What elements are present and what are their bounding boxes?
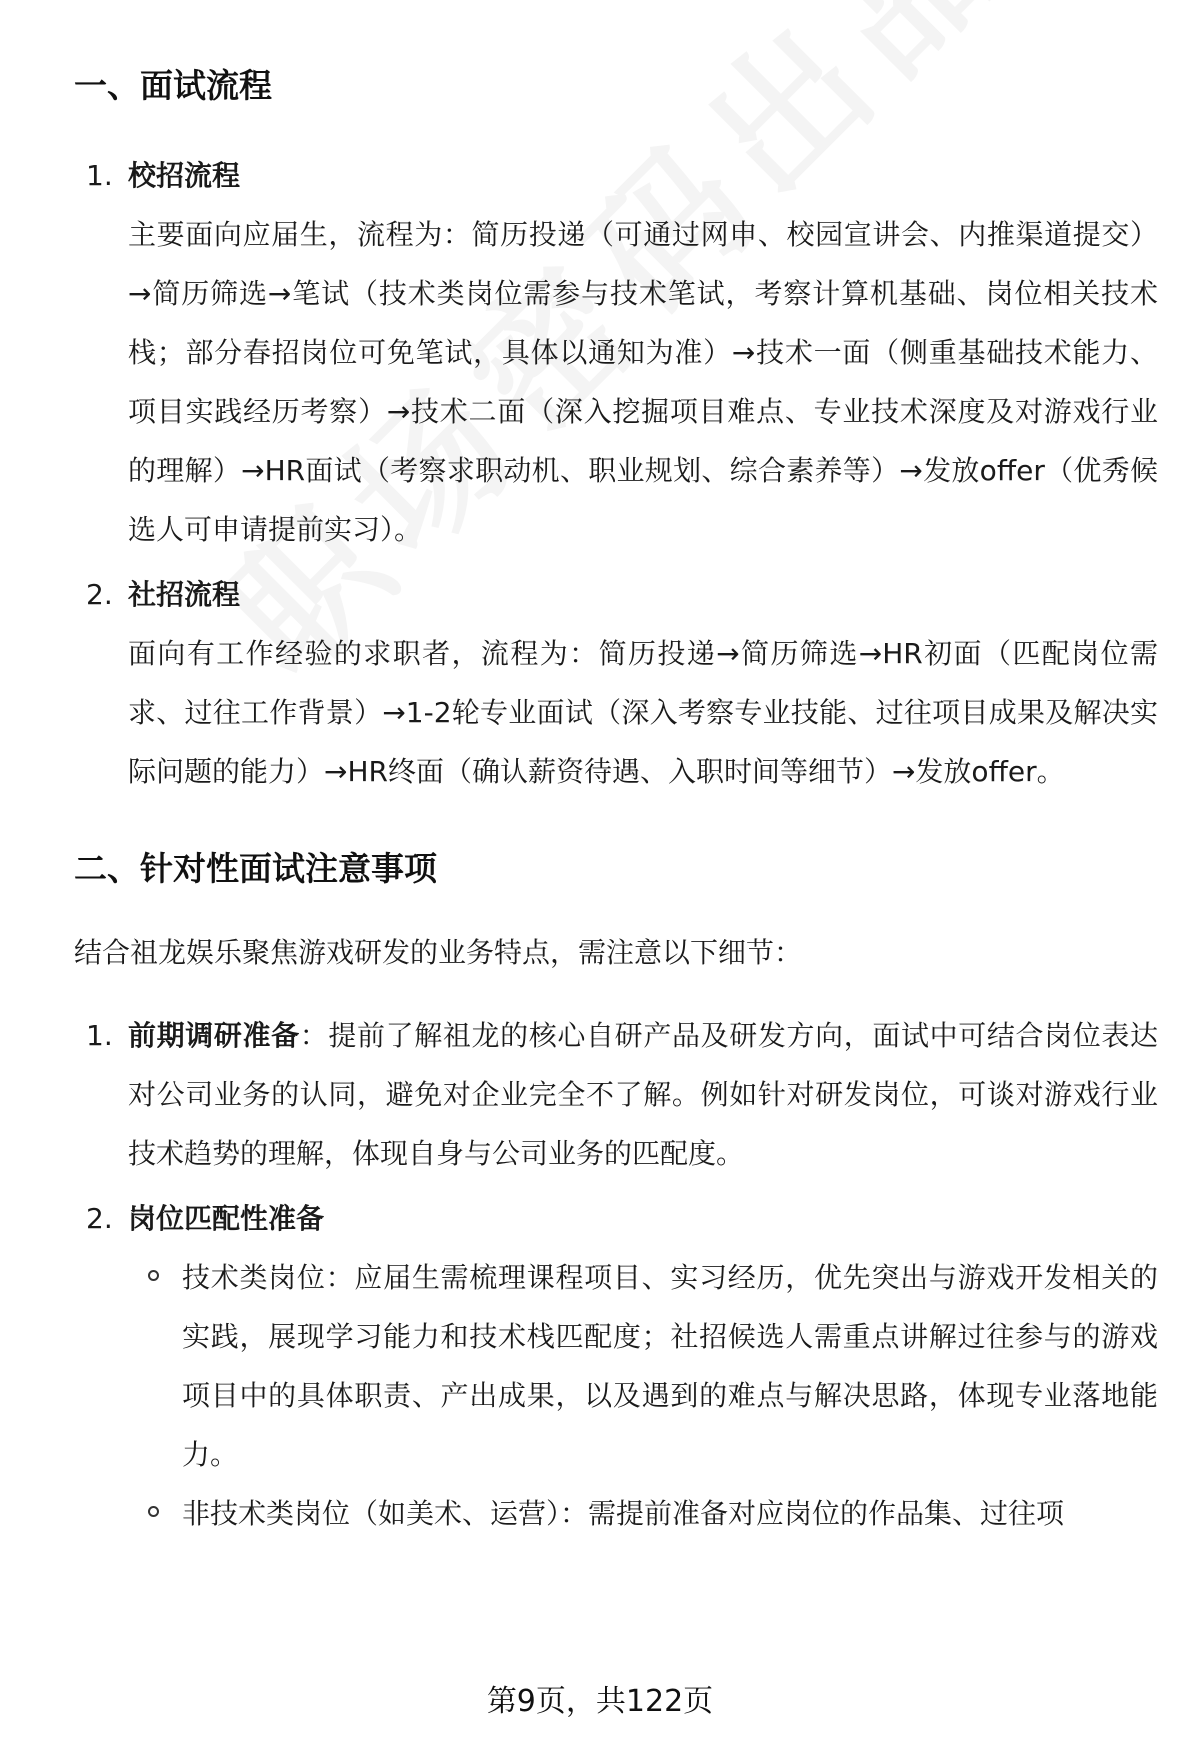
section-2-heading: 二、针对性面试注意事项 [74, 849, 437, 888]
hollow-circle-bullet-icon [148, 1270, 159, 1281]
list-item-matching [74, 1189, 1158, 1543]
technical-role-text: 技术类岗位：应届生需梳理课程项目、实习经历，优先突出与游戏开发相关的实践，展现学习能力和技术栈匹配度；社招候选人需重点讲解过往参与的游戏项目中的具体职责、产出成果，以及遇到的难点与解决思路，体现专业落地能力。 [182, 1261, 1158, 1471]
section-2-intro: 结合祖龙娱乐聚焦游戏研发的业务特点，需注意以下细节： [74, 936, 803, 969]
research-tip-text: ：提前了解祖龙的核心自研产品及研发方向，面试中可结合岗位表达对公司业务的认同，避免对企业完全不了解。例如针对研发岗位，可谈对游戏行业技术趋势的理解，体现自身与公司业务的匹配度。 [128, 1019, 1158, 1170]
list-number: 2. [86, 1202, 113, 1235]
social-process-text: 面向有工作经验的求职者，流程为：简历投递→简历筛选→HR初面（匹配岗位需求、过往工作背景）→1-2轮专业面试（深入考察专业技能、过往项目成果及解决实际问题的能力）→HR终面（确认薪资待遇、入职时间等细节）→发放offer。 [128, 637, 1158, 788]
list-number: 1. [86, 1019, 113, 1052]
page-footer: 第9页，共122页 [486, 1684, 714, 1719]
research-tip-title: 前期调研准备 [128, 1019, 300, 1052]
list-item-research [74, 1006, 1158, 1183]
sub-item-technical [128, 1248, 1158, 1484]
non-technical-role-text: 非技术类岗位（如美术、运营）：需提前准备对应岗位的作品集、过往项 [182, 1497, 1065, 1530]
research-tip-paragraph [128, 1006, 1158, 1183]
page-content [74, 62, 1158, 1549]
list-item-social [74, 565, 1158, 801]
list-number: 2. [86, 578, 113, 611]
matching-tip-title: 岗位匹配性准备 [128, 1202, 325, 1235]
list-item-campus [74, 146, 1158, 559]
list-number: 1. [86, 159, 113, 192]
interview-process-list [74, 146, 1158, 801]
interview-tips-list [74, 1006, 1158, 1543]
sub-item-non-technical [128, 1484, 1158, 1543]
social-process-title: 社招流程 [128, 578, 241, 611]
matching-sub-list [128, 1248, 1158, 1543]
hollow-circle-bullet-icon [148, 1506, 159, 1517]
section-1-heading: 一、面试流程 [74, 66, 272, 105]
campus-process-text: 主要面向应届生，流程为：简历投递（可通过网申、校园宣讲会、内推渠道提交）→简历筛选→笔试（技术类岗位需参与技术笔试，考察计算机基础、岗位相关技术栈；部分春招岗位可免笔试，具体以通知为准）→技术一面（侧重基础技术能力、项目实践经历考察）→技术二面（深入挖掘项目难点、专业技术深度及对游戏行业的理解）→HR面试（考察求职动机、职业规划、综合素养等）→发放offer（优秀候选人可申请提前实习）。 [128, 218, 1158, 546]
campus-process-title: 校招流程 [128, 159, 241, 192]
